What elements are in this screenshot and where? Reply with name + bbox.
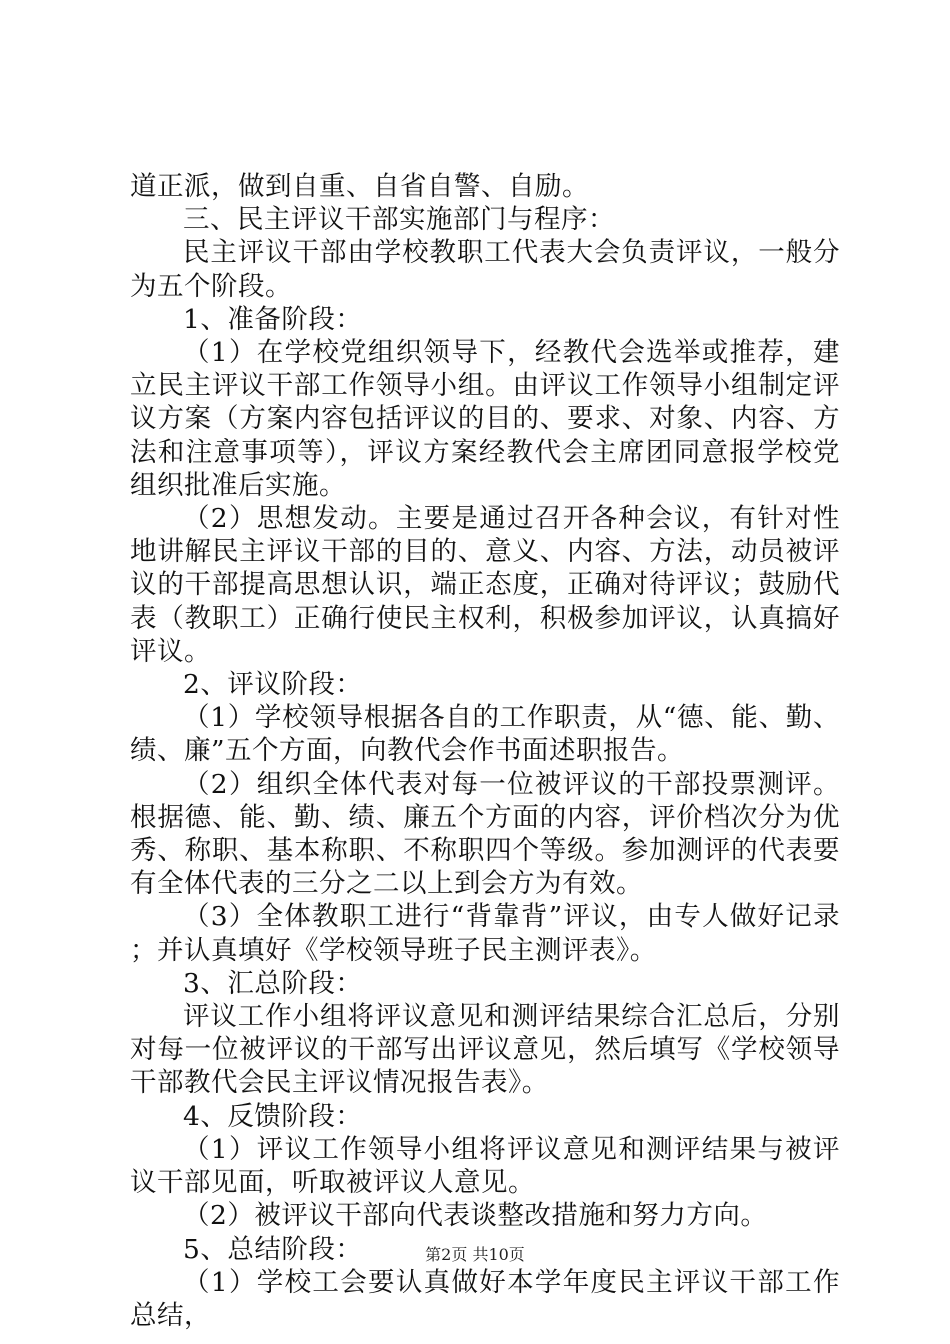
stage-heading-3: 3、汇总阶段： (183, 967, 363, 999)
paragraph-3: （1）在学校党组织领导下，经教代会选举或推荐，建立民主评议干部工作领导小组。由评议工作领导小组制定评议方案（方案内容包括评议的目的、要求、对象、内容、方法和注意事项等），评议方案经教代会主席团同意报学校党组织批准后实施。 (130, 337, 840, 501)
paragraph-8: 评议工作小组将评议意见和测评结果综合汇总后，分别对每一位被评议的干部写出评议意见，然后填写《学校领导干部教代会民主评议情况报告表》。 (130, 1001, 840, 1099)
page-number-footer: 第2页 共10页 (425, 1245, 525, 1264)
section-heading-3: 三、民主评议干部实施部门与程序： (183, 204, 615, 236)
paragraph-4: （2）思想发动。主要是通过召开各种会议，有针对性地讲解民主评议干部的目的、意义、内容、方法，动员被评议的干部提高思想认识，端正态度，正确对待评议；鼓励代表（教职工）正确行使民主权利，积极参加评议，认真搞好评议。 (130, 503, 840, 667)
stage-heading-2: 2、评议阶段： (183, 669, 363, 701)
paragraph-10: （2）被评议干部向代表谈整改措施和努力方向。 (183, 1200, 768, 1232)
paragraph-5: （1）学校领导根据各自的工作职责，从“德、能、勤、绩、廉”五个方面，向教代会作书面述职报告。 (130, 702, 840, 767)
stage-heading-5: 5、总结阶段： (183, 1233, 363, 1265)
paragraph-9: （1）评议工作领导小组将评议意见和测评结果与被评议干部见面，听取被评议人意见。 (130, 1133, 840, 1199)
paragraph-6: （2）组织全体代表对每一位被评议的干部投票测评。根据德、能、勤、绩、廉五个方面的内容，评价档次分为优秀、称职、基本称职、不称职四个等级。参加测评的代表要有全体代表的三分之二以上到会方为有效。 (130, 768, 840, 900)
paragraph-7: （3）全体教职工进行“背靠背”评议，由专人做好记录；并认真填好《学校领导班子民主测评表》。 (130, 901, 840, 966)
document-body (130, 170, 840, 1332)
stage-heading-1: 1、准备阶段： (183, 303, 363, 335)
paragraph-1: 道正派，做到自重、自省自警、自励。 (130, 171, 589, 202)
paragraph-2: 民主评议干部由学校教职工代表大会负责评议，一般分为五个阶段。 (130, 237, 840, 302)
paragraph-11: （1）学校工会要认真做好本学年度民主评议干部工作总结， (130, 1266, 840, 1331)
stage-heading-4: 4、反馈阶段： (183, 1100, 363, 1132)
